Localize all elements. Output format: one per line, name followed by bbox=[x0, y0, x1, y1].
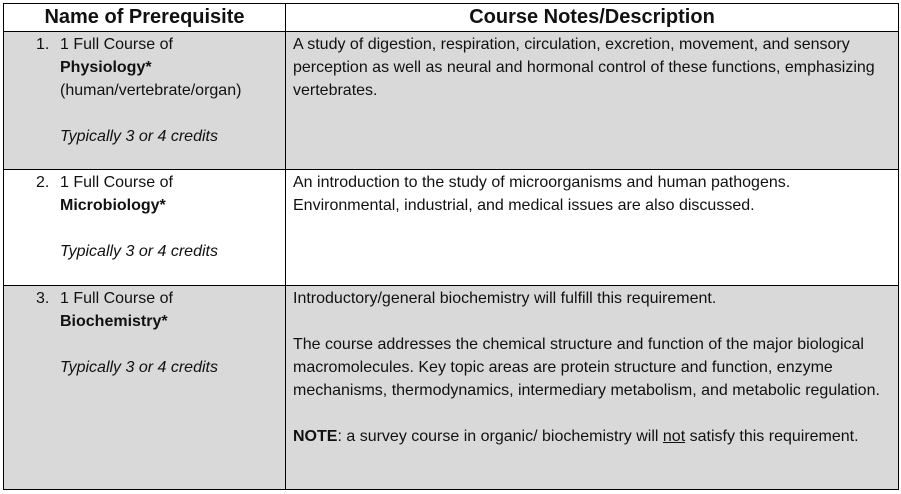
header-name-of-prerequisite: Name of Prerequisite bbox=[4, 4, 286, 32]
table-row bbox=[4, 170, 899, 286]
description-intro: Introductory/general biochemistry will fulfill this requirement. bbox=[293, 290, 717, 307]
note-emphasis: not bbox=[662, 428, 686, 445]
row-number: 1. bbox=[36, 36, 50, 53]
row-number: 2. bbox=[36, 174, 50, 191]
credits-note: Typically 3 or 4 credits bbox=[60, 128, 218, 145]
note-label: NOTE bbox=[293, 428, 338, 445]
credits-note: Typically 3 or 4 credits bbox=[60, 243, 218, 260]
table-row bbox=[4, 286, 899, 490]
description-text: An introduction to the study of microorganisms and human pathogens. Environmental, industrial, and medical issues are also discussed. bbox=[293, 174, 791, 214]
note-text-end: satisfy this requirement. bbox=[685, 428, 859, 445]
course-name: Microbiology* bbox=[60, 197, 166, 214]
course-intro: 1 Full Course of bbox=[60, 36, 173, 53]
note-text-start: : a survey course in organic/ biochemistry will bbox=[337, 428, 663, 445]
note-text bbox=[293, 425, 892, 448]
description-cell bbox=[286, 170, 899, 286]
prerequisite-cell bbox=[4, 286, 286, 490]
course-name: Biochemistry* bbox=[60, 313, 168, 330]
description-cell bbox=[286, 32, 899, 170]
prerequisite-cell bbox=[4, 170, 286, 286]
row-number: 3. bbox=[36, 290, 50, 307]
header-course-notes: Course Notes/Description bbox=[286, 4, 899, 32]
description-text: A study of digestion, respiration, circulation, excretion, movement, and sensory perception as well as neural and hormonal control of these functions, emphasizing vertebrates. bbox=[293, 36, 875, 99]
credits-note: Typically 3 or 4 credits bbox=[60, 359, 218, 376]
course-intro: 1 Full Course of bbox=[60, 174, 173, 191]
description-text: The course addresses the chemical structure and function of the major biological macromolecules. Key topic areas are protein structure and function, enzyme mechanisms, thermodynamics, intermediary metabolism, and metabolic regulation. bbox=[293, 336, 880, 399]
course-name: Physiology* bbox=[60, 59, 152, 76]
description-cell bbox=[286, 286, 899, 490]
prerequisite-cell bbox=[4, 32, 286, 170]
table-row bbox=[4, 32, 899, 170]
header-row bbox=[4, 4, 899, 32]
course-intro: 1 Full Course of bbox=[60, 290, 173, 307]
course-detail: (human/vertebrate/organ) bbox=[60, 82, 242, 99]
prerequisite-table bbox=[3, 3, 899, 490]
